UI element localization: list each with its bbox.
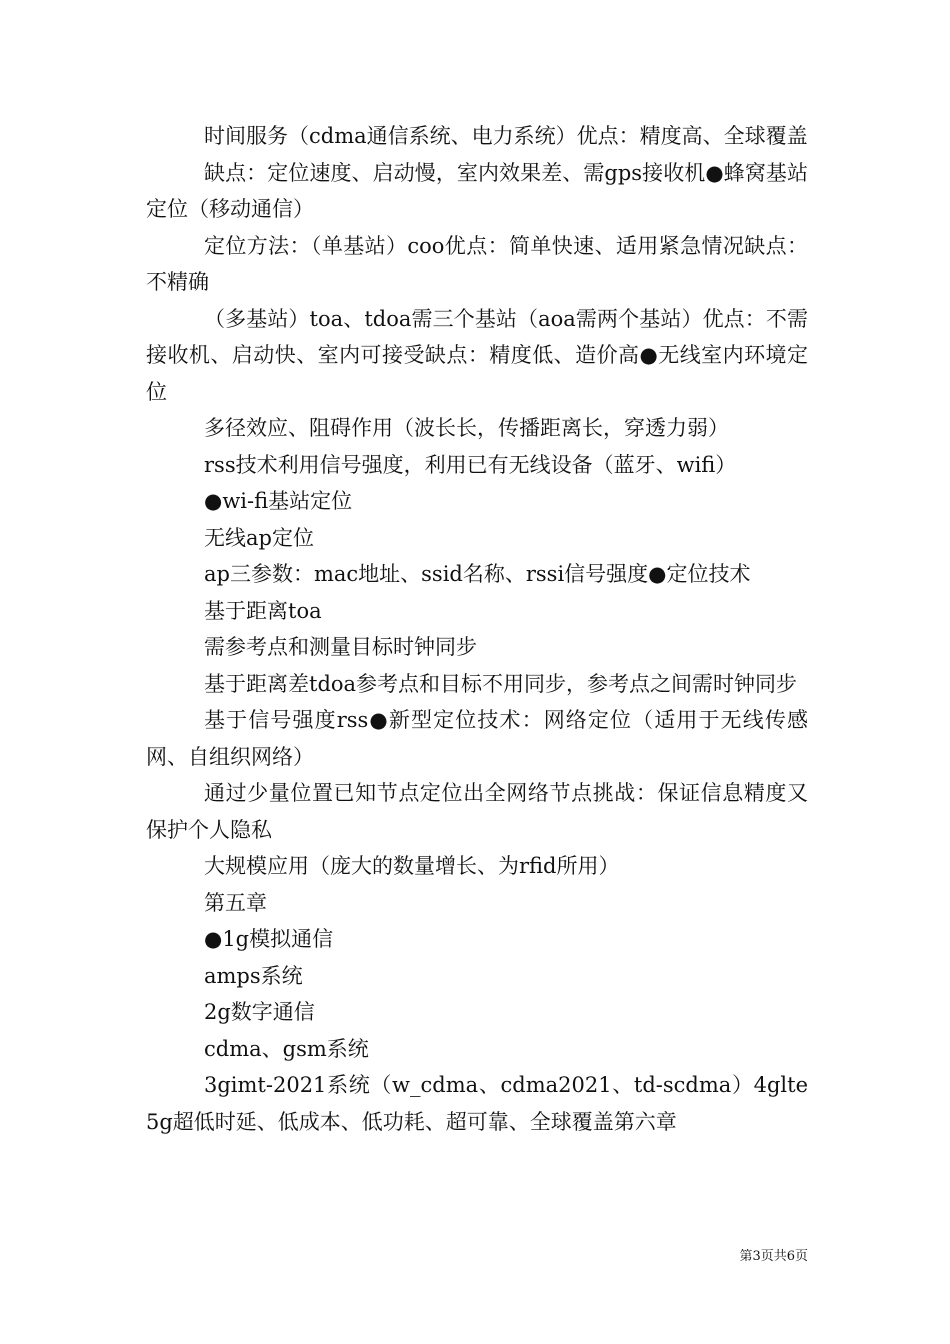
- paragraph-1: 时间服务（cdma通信系统、电力系统）优点：精度高、全球覆盖: [204, 124, 808, 148]
- paragraph-8: 无线ap定位: [204, 525, 314, 550]
- paragraph-16: 第五章: [204, 890, 267, 915]
- paragraph-6: rss技术利用信号强度，利用已有无线设备（蓝牙、wifi）: [204, 452, 737, 477]
- paragraph-10: 基于距离toa: [204, 598, 322, 623]
- paragraph-20: cdma、gsm系统: [204, 1036, 369, 1061]
- paragraph-11: 需参考点和测量目标时钟同步: [204, 635, 477, 659]
- paragraph-3: 定位方法：（单基站）coo优点：简单快速、适用紧急情况缺点：不精确: [146, 233, 808, 294]
- paragraph-9: ap三参数：mac地址、ssid名称、rssi信号强度●定位技术: [204, 562, 751, 586]
- paragraph-2: 缺点：定位速度、启动慢，室内效果差、需gps接收机●蜂窝基站定位（移动通信）: [146, 160, 808, 221]
- paragraph-12: 基于距离差tdoa参考点和目标不用同步，参考点之间需时钟同步: [204, 671, 798, 696]
- document-body: [146, 118, 808, 1140]
- paragraph-15: 大规模应用（庞大的数量增长、为rfid所用）: [204, 854, 620, 878]
- page-number-footer: 第3页共6页: [739, 1249, 808, 1264]
- paragraph-19: 2g数字通信: [204, 1000, 315, 1024]
- paragraph-13: 基于信号强度rss●新型定位技术：网络定位（适用于无线传感网、自组织网络）: [146, 708, 808, 769]
- paragraph-18: amps系统: [204, 963, 303, 988]
- paragraph-7: ●wi-fi基站定位: [204, 489, 353, 513]
- paragraph-4: （多基站）toa、tdoa需三个基站（aoa需两个基站）优点：不需接收机、启动快、室内可接受缺点：精度低、造价高●无线室内环境定位: [146, 306, 808, 404]
- paragraph-14: 通过少量位置已知节点定位出全网络节点挑战：保证信息精度又保护个人隐私: [146, 781, 808, 842]
- paragraph-5: 多径效应、阻碍作用（波长长，传播距离长，穿透力弱）: [204, 416, 729, 440]
- paragraph-21: 3gimt-2021系统（w_cdma、cdma2021、td-scdma）4glte5g超低时延、低成本、低功耗、超可靠、全球覆盖第六章: [146, 1073, 808, 1134]
- paragraph-17: ●1g模拟通信: [204, 927, 334, 951]
